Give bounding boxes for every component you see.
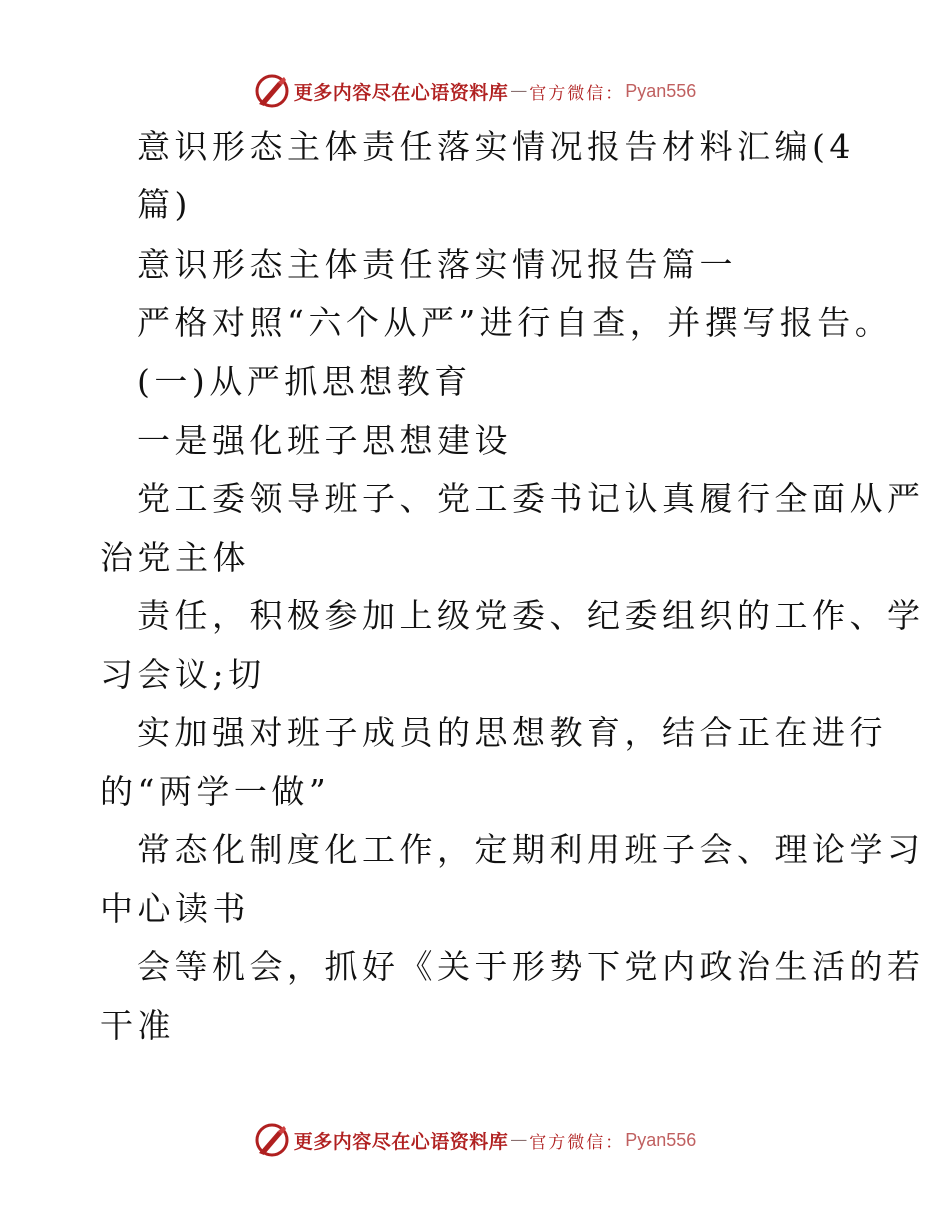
paragraph-line: 的“两学一做” [100,772,331,811]
paragraph-line: 干准 [100,1006,175,1045]
paragraph-line: 责任，积极参加上级党委、纪委组织的工作、学 [137,596,925,635]
watermark-wechat-id: Pyan556 [625,1129,697,1150]
watermark-wechat-label: 官方微信 [529,1132,606,1153]
watermark-wechat-label: 官方微信 [529,83,606,104]
paragraph-line: 严格对照“六个从严”进行自查，并撰写报告。 [137,303,893,342]
watermark-wechat-id: Pyan556 [625,80,697,101]
watermark-separator: — [510,1130,528,1150]
watermark-brand: 更多内容尽在心语资料库 [293,81,509,104]
subheading-line: (一)从严抓思想教育 [137,362,472,401]
subheading-line: 一是强化班子思想建设 [137,421,512,460]
watermark-colon: ： [605,83,623,104]
watermark-footer [0,1120,950,1160]
paragraph-line: 党工委领导班子、党工委书记认真履行全面从严 [137,479,925,518]
paragraph-line: 会等机会，抓好《关于形势下党内政治生活的若 [137,947,925,986]
watermark-brand: 更多内容尽在心语资料库 [293,1130,509,1153]
section-heading: 意识形态主体责任落实情况报告篇一 [137,245,737,284]
paragraph-line: 实加强对班子成员的思想教育，结合正在进行 [137,713,887,752]
document-title-line-2: 篇) [137,185,192,224]
watermark-colon: ： [605,1132,623,1153]
paragraph-line: 常态化制度化工作，定期利用班子会、理论学习 [137,830,925,869]
paragraph-line: 习会议;切 [100,655,266,694]
document-title-line-1: 意识形态主体责任落实情况报告材料汇编(4 [137,127,855,166]
paragraph-line: 中心读书 [100,889,250,928]
pen-logo-icon [254,1122,290,1158]
watermark-separator: — [510,81,528,101]
paragraph-line: 治党主体 [100,538,250,577]
